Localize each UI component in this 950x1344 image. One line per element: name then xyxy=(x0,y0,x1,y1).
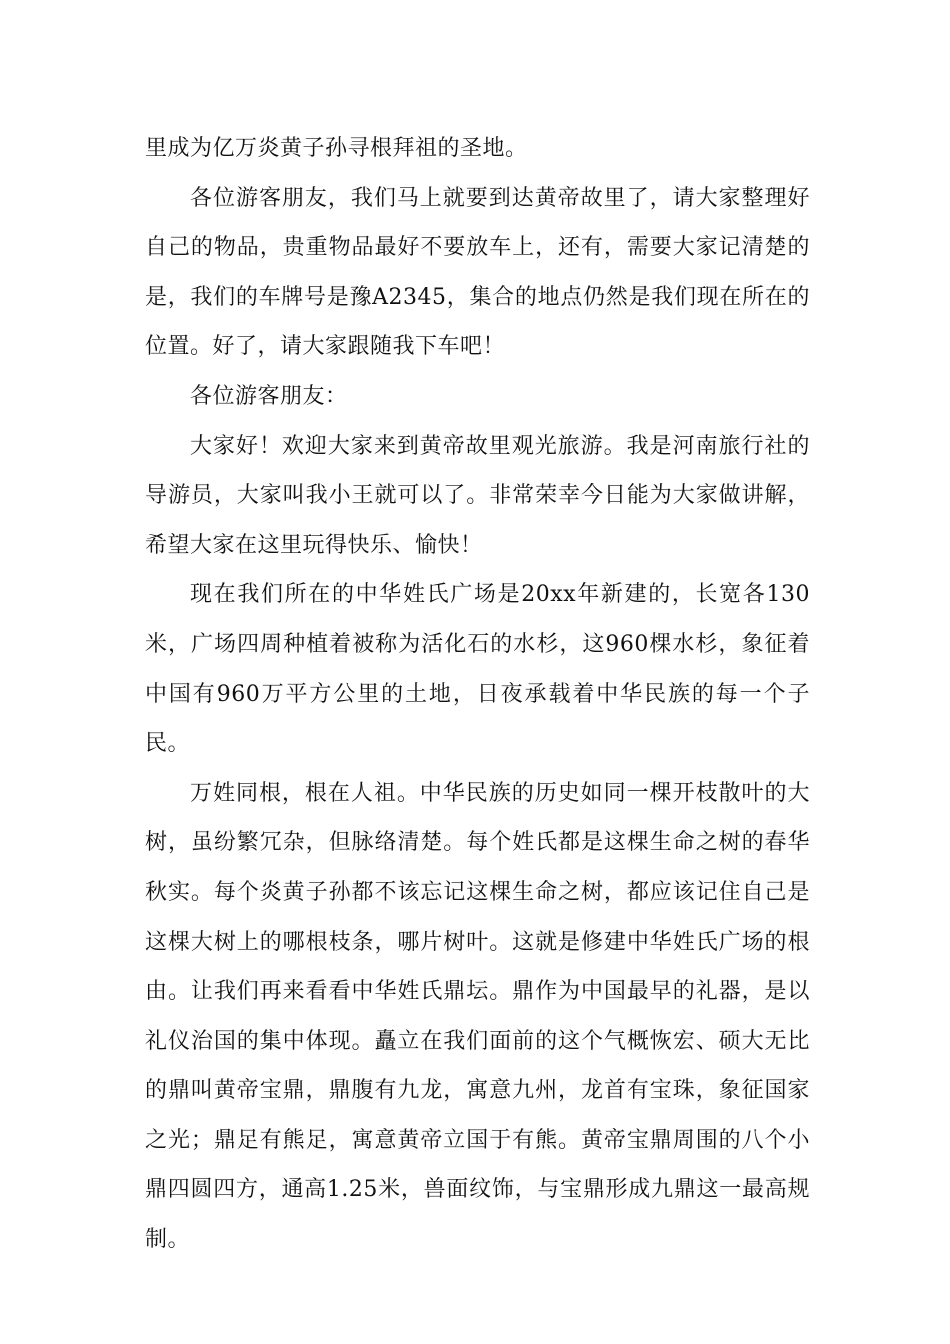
paragraph-continuation: 里成为亿万炎黄子孙寻根拜祖的圣地。 xyxy=(145,136,528,161)
document-page xyxy=(145,124,810,1265)
paragraph-arrival-notice: 各位游客朋友，我们马上就要到达黄帝故里了，请大家整理好自己的物品，贵重物品最好不要放车上，还有，需要大家记清楚的是，我们的车牌号是豫A2345，集合的地点仍然是我们现在所在的位置。好了，请大家跟随我下车吧！ xyxy=(145,185,810,360)
paragraph-tripod-altar: 万姓同根，根在人祖。中华民族的历史如同一棵开枝散叶的大树，虽纷繁冗杂，但脉络清楚。每个姓氏都是这棵生命之树的春华秋实。每个炎黄子孙都不该忘记这棵生命之树，都应该记住自己是这棵大树上的哪根枝条，哪片树叶。这就是修建中华姓氏广场的根由。让我们再来看看中华姓氏鼎坛。鼎作为中国最早的礼器，是以礼仪治国的集中体现。矗立在我们面前的这个气概恢宏、硕大无比的鼎叫黄帝宝鼎，鼎腹有九龙，寓意九州，龙首有宝珠，象征国家之光；鼎足有熊足，寓意黄帝立国于有熊。黄帝宝鼎周围的八个小鼎四圆四方，通高1.25米，兽面纹饰，与宝鼎形成九鼎这一最高规制。 xyxy=(145,780,810,1253)
paragraph-welcome: 大家好！欢迎大家来到黄帝故里观光旅游。我是河南旅行社的导游员，大家叫我小王就可以了。非常荣幸今日能为大家做讲解，希望大家在这里玩得快乐、愉快！ xyxy=(145,433,810,558)
paragraph-greeting-heading: 各位游客朋友： xyxy=(190,383,348,409)
paragraph-surname-square: 现在我们所在的中华姓氏广场是20xx年新建的，长宽各130米，广场四周种植着被称为活化石的水杉，这960棵水杉，象征着中国有960万平方公里的土地，日夜承载着中华民族的每一个子民。 xyxy=(145,582,810,757)
